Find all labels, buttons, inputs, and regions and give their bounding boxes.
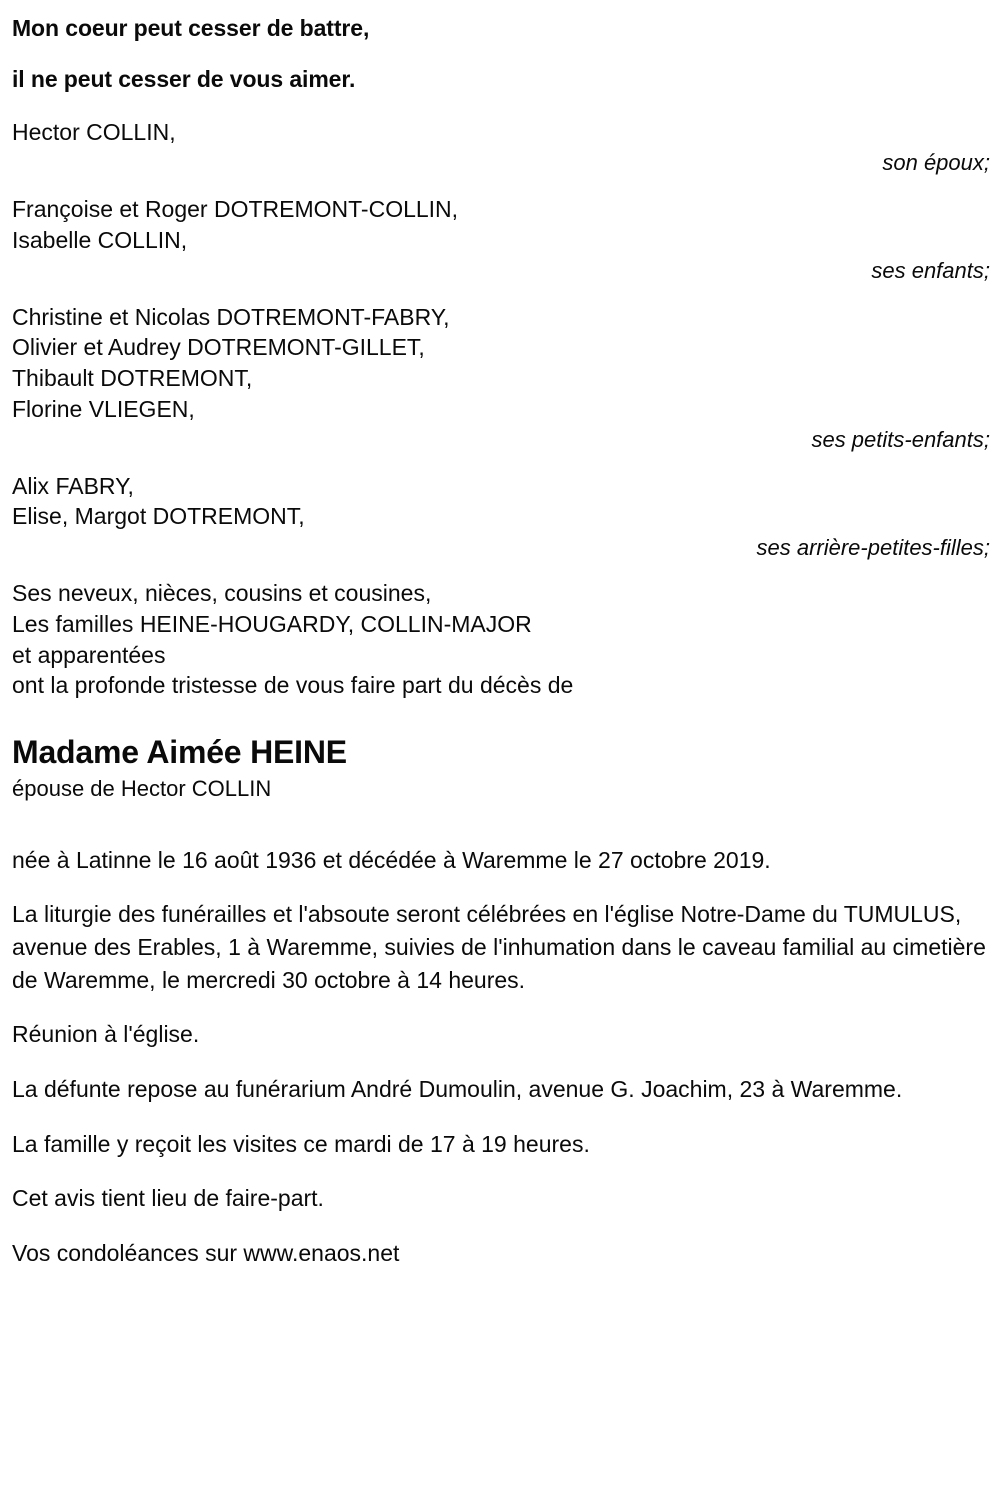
family-member-name: Françoise et Roger DOTREMONT-COLLIN, [12,196,459,223]
family-member-name: Olivier et Audrey DOTREMONT-GILLET, [12,334,425,361]
family-member-name: Alix FABRY, [12,472,134,499]
announcement-line: ont la profonde tristesse de vous faire part du décès de [12,672,574,699]
details-block [12,844,990,1270]
announcement-line: et apparentées [12,641,166,668]
family-member-name: Florine VLIEGEN, [12,395,195,422]
family-member-name: Christine et Nicolas DOTREMONT-FABRY, [12,303,450,330]
epigraph-line-1: Mon coeur peut cesser de battre, [12,15,370,41]
visiting-hours: La famille y reçoit les visites ce mardi de 17 à 19 heures. [12,1130,590,1157]
family-group [12,302,990,455]
family-list [12,117,990,563]
family-member-name: Hector COLLIN, [12,118,176,145]
family-group [12,194,990,286]
family-group [12,471,990,563]
epigraph [12,14,990,95]
family-relation-label: ses petits-enfants; [811,427,990,453]
family-group [12,117,990,178]
announcement-block [12,578,990,700]
family-member-name: Thibault DOTREMONT, [12,364,253,391]
deceased-block [12,733,990,804]
deceased-spouse: épouse de Hector COLLIN [12,776,272,802]
family-member-name: Isabelle COLLIN, [12,226,188,253]
family-relation-label: ses arrière-petites-filles; [756,534,990,560]
condolences-website: Vos condoléances sur www.enaos.net [12,1240,400,1266]
family-relation-label: son époux; [882,150,990,176]
deceased-name: Madame Aimée HEINE [12,733,347,770]
meeting-details: Réunion à l'église. [12,1021,200,1048]
birth-death-dates: née à Latinne le 16 août 1936 et décédée à Waremme le 27 octobre 2019. [12,846,771,873]
funerarium-details: La défunte repose au funérarium André Dumoulin, avenue G. Joachim, 23 à Waremme. [12,1076,903,1103]
announcement-line: Ses neveux, nièces, cousins et cousines, [12,580,432,607]
family-member-name: Elise, Margot DOTREMONT, [12,503,305,530]
announcement-line: Les familles HEINE-HOUGARDY, COLLIN-MAJOR [12,611,532,638]
ceremony-details: La liturgie des funérailles et l'absoute seront célébrées en l'église Notre-Dame du TUMULUS, avenue des Erables, 1 à Waremme, suivies de l'inhumation dans le caveau familial au cimetière de Waremme, le mercredi 30 octobre à 14 heures. [12,901,986,993]
epigraph-line-2: il ne peut cesser de vous aimer. [12,66,356,93]
notice-stands-as-invitation: Cet avis tient lieu de faire-part. [12,1185,324,1212]
family-relation-label: ses enfants; [871,258,990,284]
